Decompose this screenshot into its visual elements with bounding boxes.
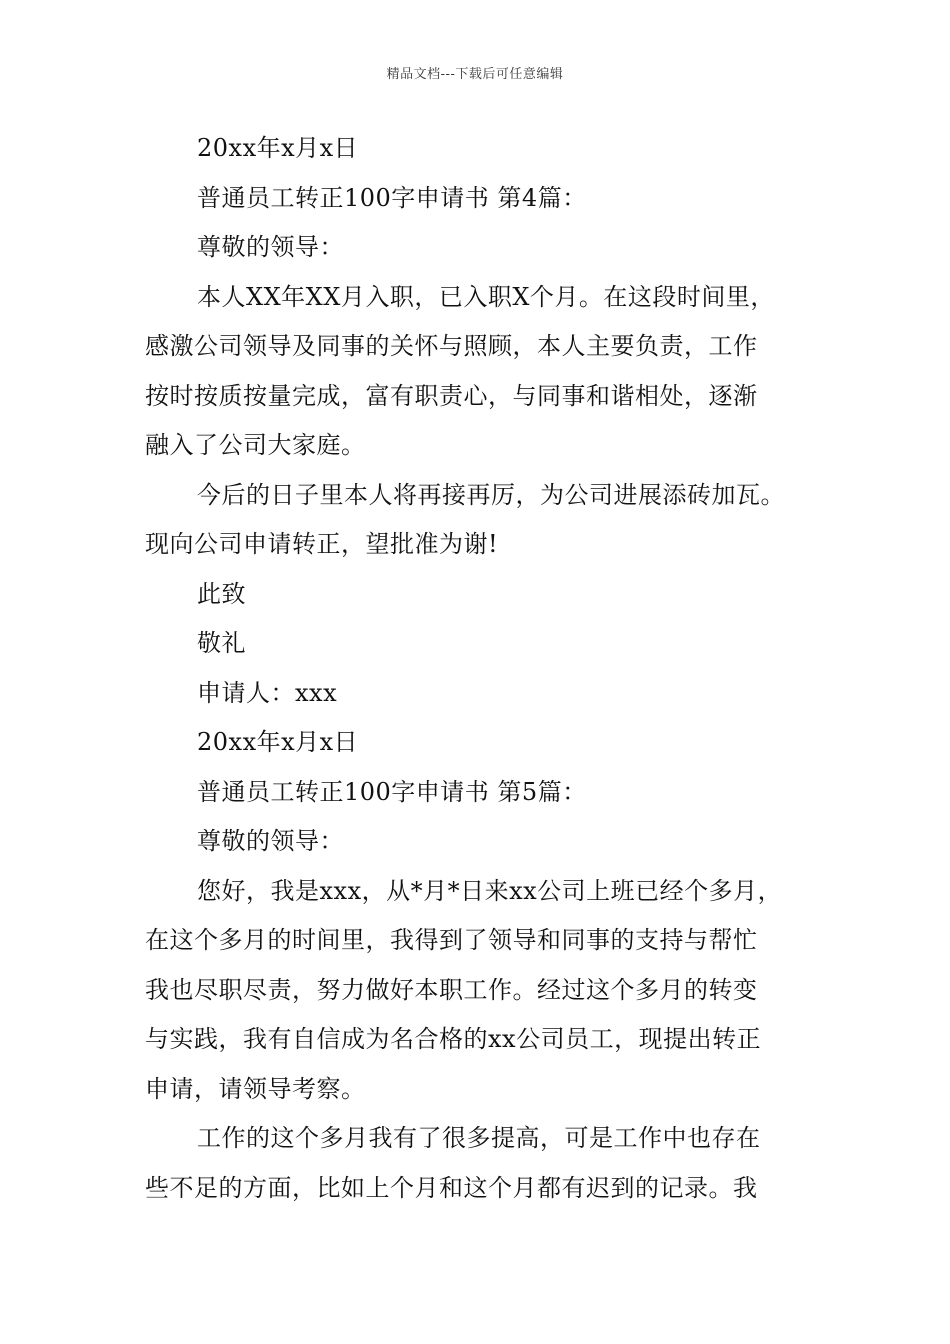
closing-line: 敬礼 xyxy=(197,629,246,657)
text-line: 与实践，我有自信成为名合格的xx公司员工，现提出转正 xyxy=(145,1025,762,1053)
salutation: 尊敬的领导： xyxy=(197,233,344,261)
closing-line: 此致 xyxy=(197,579,246,608)
text-line: 申请，请领导考察。 xyxy=(145,1074,366,1103)
text-line: 您好，我是xxx，从*月*日来xx公司上班已经个多月， xyxy=(197,876,783,905)
text-line: 些不足的方面，比如上个月和这个月都有迟到的记录。我 xyxy=(145,1173,758,1202)
section-title: 普通员工转正100字申请书 第5篇： xyxy=(197,777,587,806)
applicant-line: 申请人：xxx xyxy=(197,678,338,707)
text-line: 本人XX年XX月入职，已入职X个月。在这段时间里， xyxy=(197,282,775,311)
salutation: 尊敬的领导： xyxy=(197,827,344,855)
text-line: 我也尽职尽责，努力做好本职工作。经过这个多月的转变 xyxy=(145,975,758,1004)
text-line: 工作的这个多月我有了很多提高，可是工作中也存在 xyxy=(197,1124,761,1152)
section-title: 普通员工转正100字申请书 第4篇： xyxy=(197,183,587,212)
text-line: 现向公司申请转正，望批准为谢! xyxy=(145,530,499,558)
text-line: 在这个多月的时间里，我得到了领导和同事的支持与帮忙 xyxy=(145,926,758,954)
page-header: 精品文档---下载后可任意编辑 xyxy=(386,67,564,82)
text-line: 按时按质按量完成，富有职责心，与同事和谐相处，逐渐 xyxy=(145,381,758,410)
date-line: 20xx年x月x日 xyxy=(197,728,359,756)
document-body xyxy=(145,124,825,1213)
text-line: 今后的日子里本人将再接再厉，为公司进展添砖加瓦。 xyxy=(197,480,785,509)
text-line: 20xx年x月x日 xyxy=(197,134,359,162)
text-line: 感激公司领导及同事的关怀与照顾，本人主要负责，工作 xyxy=(145,332,758,360)
text-line: 融入了公司大家庭。 xyxy=(145,431,366,459)
